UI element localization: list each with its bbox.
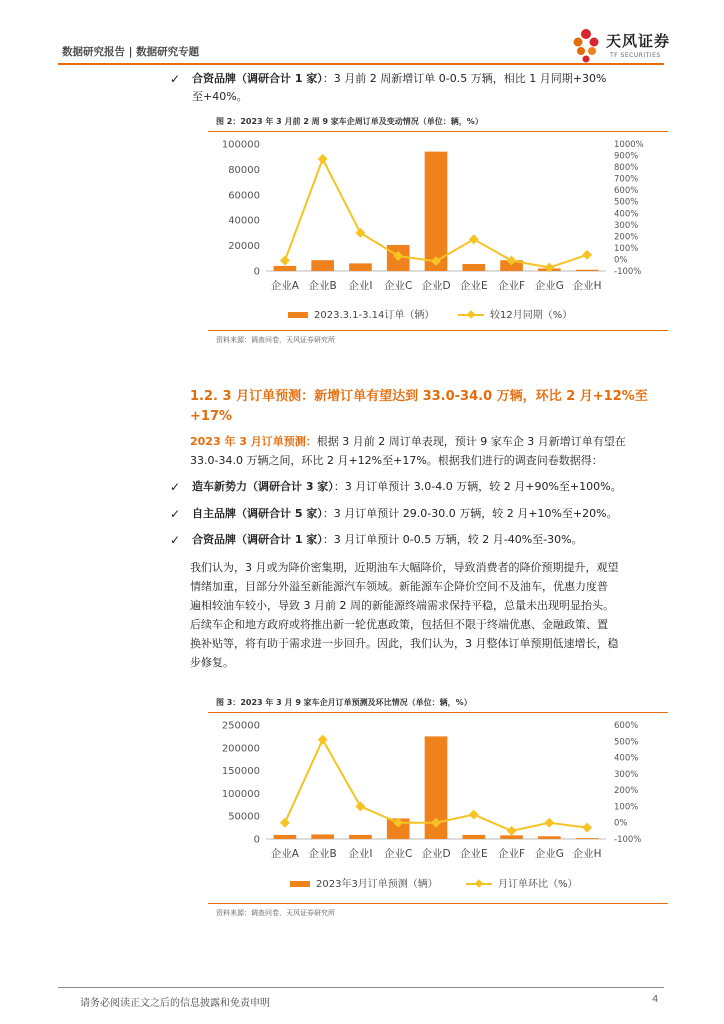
x-tick-label: 企业I [348, 280, 373, 292]
y-right-tick-label: 0% [614, 255, 628, 266]
line-point [582, 250, 592, 260]
header-rule [58, 63, 664, 65]
bar [462, 264, 485, 271]
line-point [280, 818, 290, 828]
x-tick-label: 企业H [572, 848, 602, 860]
x-tick-label: 企业C [384, 848, 413, 860]
figure3-bottom-rule [208, 903, 668, 904]
forecast-line2: 33.0-34.0 万辆之间，环比 2 月+12%至+17%。根据我们进行的调查问卷数据得： [190, 454, 603, 467]
y-right-tick-label: 200% [614, 232, 639, 243]
x-tick-label: 企业B [308, 280, 337, 292]
legend-line-marker [475, 879, 483, 887]
figure2-rule [208, 131, 668, 132]
brand-name-en: TF SECURITIES [610, 52, 661, 59]
legend-line-label: 较12月同期（%） [490, 310, 573, 321]
line-point [318, 735, 328, 745]
footer-rule [58, 987, 664, 988]
analysis-line: 情绪加重，目部分外溢至新能源汽车领域。新能源车企降价空间不及油车，优惠力度普 [190, 580, 608, 593]
y-right-tick-label: 1000% [614, 140, 644, 150]
line-point [280, 256, 290, 266]
y-left-tick-label: 50000 [228, 811, 260, 823]
figure3-title: 图 3：2023 年 3 月 9 家车企月订单预测及环比情况（单位：辆，%） [216, 698, 472, 707]
line-point [355, 228, 365, 238]
line-point [582, 823, 592, 833]
bullet-text: ：3 月前 2 周新增订单 0-0.5 万辆，相比 1 月同期+30% [322, 72, 607, 85]
legend-bar-label: 2023.3.1-3.14订单（辆） [314, 310, 435, 321]
y-right-tick-label: 600% [614, 721, 639, 731]
y-right-tick-label: 700% [614, 174, 639, 185]
y-left-tick-label: 60000 [228, 190, 260, 202]
legend-line-label: 月订单环比（%） [498, 879, 578, 890]
x-tick-label: 企业D [421, 280, 451, 292]
y-right-tick-label: 800% [614, 163, 639, 174]
bar [576, 270, 599, 271]
y-right-tick-label: -100% [614, 267, 642, 277]
bar [576, 838, 599, 839]
x-tick-label: 企业G [534, 848, 564, 860]
bar [425, 152, 448, 271]
report-header: 数据研究报告 | 数据研究专题 [62, 46, 200, 58]
bar [349, 263, 372, 271]
legend-bar-swatch [290, 881, 310, 887]
y-left-tick-label: 0 [253, 266, 260, 278]
bar [500, 835, 523, 839]
brand-name-cn: 天风证券 [606, 32, 671, 50]
y-left-tick-label: 250000 [221, 720, 260, 732]
bar [311, 834, 334, 839]
bar [311, 260, 334, 271]
bullet-domestic-brands [170, 505, 618, 523]
line-point [469, 810, 479, 820]
bar [538, 836, 561, 839]
bullet-label: 自主品牌（调研合计 5 家） [192, 507, 323, 520]
x-tick-label: 企业E [459, 848, 488, 860]
y-left-tick-label: 0 [253, 834, 260, 846]
x-tick-label: 企业A [270, 848, 299, 860]
section-heading [190, 387, 670, 427]
bullet-text: ：3 月订单预计 29.0-30.0 万辆，较 2 月+10%至+20%。 [322, 507, 618, 520]
check-icon: ✓ [170, 72, 181, 86]
figure3-source: 资料来源：调查问卷，天风证券研究所 [216, 909, 335, 917]
x-tick-label: 企业F [498, 848, 526, 860]
y-right-tick-label: 900% [614, 151, 639, 162]
bullet-joint-venture [170, 531, 583, 549]
bullet-new-forces [170, 478, 622, 496]
x-tick-label: 企业H [572, 280, 602, 292]
check-icon: ✓ [170, 480, 181, 494]
bullet-label: 造车新势力（调研合计 3 家） [192, 480, 334, 493]
x-tick-label: 企业F [498, 280, 526, 292]
forecast-line1: 根据 3 月前 2 周订单表现，预计 9 家车企 3 月新增订单有望在 [316, 435, 626, 448]
x-tick-label: 企业D [421, 848, 451, 860]
bar [274, 835, 297, 839]
x-tick-label: 企业I [348, 848, 373, 860]
x-tick-label: 企业C [384, 280, 413, 292]
bullet-text: ：3 月订单预计 3.0-4.0 万辆，较 2 月+90%至+100%。 [333, 480, 622, 493]
y-left-tick-label: 100000 [221, 788, 260, 800]
analysis-paragraph [190, 558, 666, 672]
line-point [544, 818, 554, 828]
analysis-line: 遍相较油车较小，导致 3 月前 2 周的新能源终端需求保持平稳，总量未出现明显抬头。 [190, 599, 614, 612]
y-right-tick-label: 0% [614, 818, 628, 829]
y-right-tick-label: 100% [614, 243, 639, 254]
y-left-tick-label: 100000 [221, 139, 260, 151]
forecast-paragraph [190, 432, 666, 470]
bar [349, 835, 372, 839]
footer-disclaimer: 请务必阅读正文之后的信息披露和免责申明 [80, 998, 270, 1009]
analysis-line: 换补贴等，将有助于需求进一步回升。因此，我们认为，3 月整体订单预期低速增长，稳 [190, 637, 619, 650]
legend-bar-swatch [288, 312, 308, 318]
bullet-text: ：3 月订单预计 0-0.5 万辆，较 2 月-40%至-30%。 [322, 533, 583, 546]
figure3-rule [208, 712, 668, 713]
line-point [318, 154, 328, 164]
y-left-tick-label: 40000 [228, 215, 260, 227]
y-right-tick-label: 300% [614, 769, 639, 780]
figure2-bottom-rule [208, 330, 668, 331]
section-heading-line2: +17% [190, 409, 233, 424]
figure2-chart [208, 134, 668, 330]
y-left-tick-label: 80000 [228, 164, 260, 176]
forecast-lead: 2023 年 3 月订单预测： [190, 435, 317, 448]
figure2-title: 图 2：2023 年 3 月前 2 周 9 家车企周订单及变动情况（单位：辆，%） [216, 117, 483, 126]
figure3-chart [208, 715, 668, 903]
x-tick-label: 企业B [308, 848, 337, 860]
bar [274, 266, 297, 271]
section-heading-line1: 1.2. 3 月订单预测：新增订单有望达到 33.0-34.0 万辆，环比 2 月+12%至 [190, 389, 648, 404]
y-right-tick-label: 400% [614, 209, 639, 220]
bar [462, 835, 485, 839]
analysis-line: 步修复。 [190, 656, 234, 669]
y-right-tick-label: 300% [614, 220, 639, 231]
bullet-text-cont: 至+40%。 [192, 90, 248, 103]
page-number: 4 [652, 994, 659, 1005]
line-point [469, 234, 479, 244]
check-icon: ✓ [170, 507, 181, 521]
bullet-label: 合资品牌（调研合计 1 家） [192, 533, 323, 546]
analysis-line: 我们认为，3 月或为降价密集期，近期油车大幅降价，导致消费者的降价预期提升，观望 [190, 561, 619, 574]
line-point [507, 826, 517, 836]
figure2-source: 资料来源：调查问卷，天风证券研究所 [216, 336, 335, 344]
y-right-tick-label: -100% [614, 835, 642, 845]
analysis-line: 后续车企和地方政府或将推出新一轮优惠政策，包括但不限于终端优惠、金融政策、置 [190, 618, 608, 631]
check-icon: ✓ [170, 533, 181, 547]
y-right-tick-label: 400% [614, 753, 639, 764]
x-tick-label: 企业A [270, 280, 299, 292]
line-point [355, 801, 365, 811]
bullet-label: 合资品牌（调研合计 1 家） [192, 72, 323, 85]
y-right-tick-label: 200% [614, 786, 639, 797]
legend-bar-label: 2023年3月订单预测（辆） [316, 879, 438, 890]
y-right-tick-label: 600% [614, 186, 639, 197]
y-left-tick-label: 150000 [221, 766, 260, 778]
y-right-tick-label: 500% [614, 197, 639, 208]
y-right-tick-label: 100% [614, 802, 639, 813]
y-left-tick-label: 20000 [228, 241, 260, 253]
y-right-tick-label: 500% [614, 737, 639, 748]
x-tick-label: 企业E [459, 280, 488, 292]
x-tick-label: 企业G [534, 280, 564, 292]
legend-line-marker [467, 310, 475, 318]
y-left-tick-label: 200000 [221, 743, 260, 755]
bullet-joint-venture-week [170, 70, 607, 106]
